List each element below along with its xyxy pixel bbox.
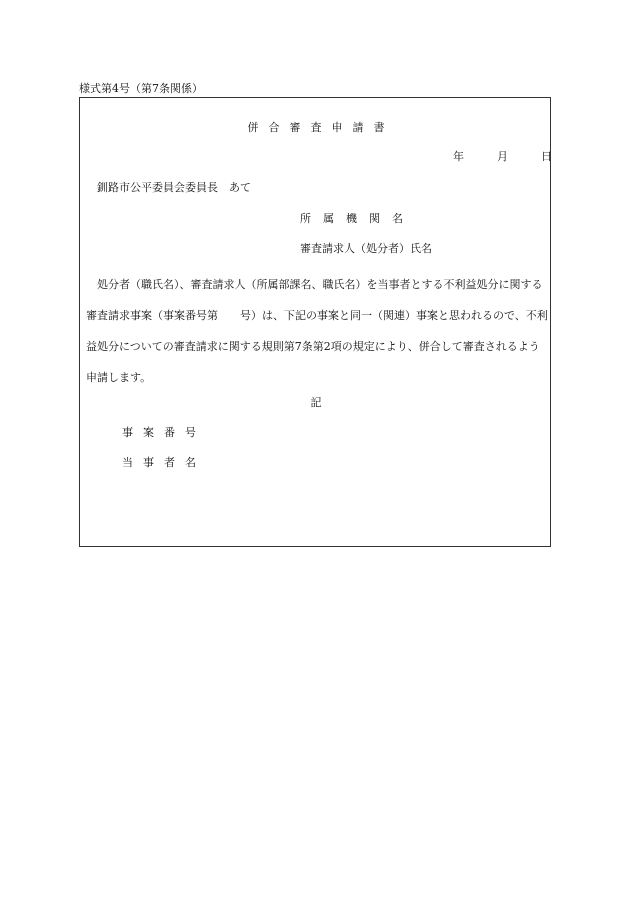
case-number-label: 事案番号: [122, 426, 206, 439]
form-number-label: 様式第4号（第7条関係）: [79, 82, 203, 95]
date-month-label: 月: [497, 150, 508, 163]
addressee: 釧路市公平委員会委員長 あて: [97, 181, 251, 194]
date-year-label: 年: [453, 150, 464, 163]
form-title: 併合審査申請書: [247, 121, 395, 134]
date-day-label: 日: [541, 150, 552, 163]
body-paragraph: 処分者（職氏名）、審査請求人（所属部課名、職氏名）を当事者とする不利益処分に関する審査請求事案（事案番号第 号）は、下記の事案と同一（関連）事案と思われるので、不利益処分についての審査請求に関する規則第7条第2項の規定により、併合して審査されるよう申請します。: [86, 278, 548, 384]
parties-name-label: 当事者名: [122, 456, 206, 469]
application-form-box: [79, 97, 551, 547]
ki-heading: 記: [310, 396, 322, 409]
organization-name-label: 所属機関名: [300, 212, 415, 225]
requester-name-label: 審査請求人（処分者）氏名: [300, 242, 432, 255]
date-line: [453, 148, 552, 164]
